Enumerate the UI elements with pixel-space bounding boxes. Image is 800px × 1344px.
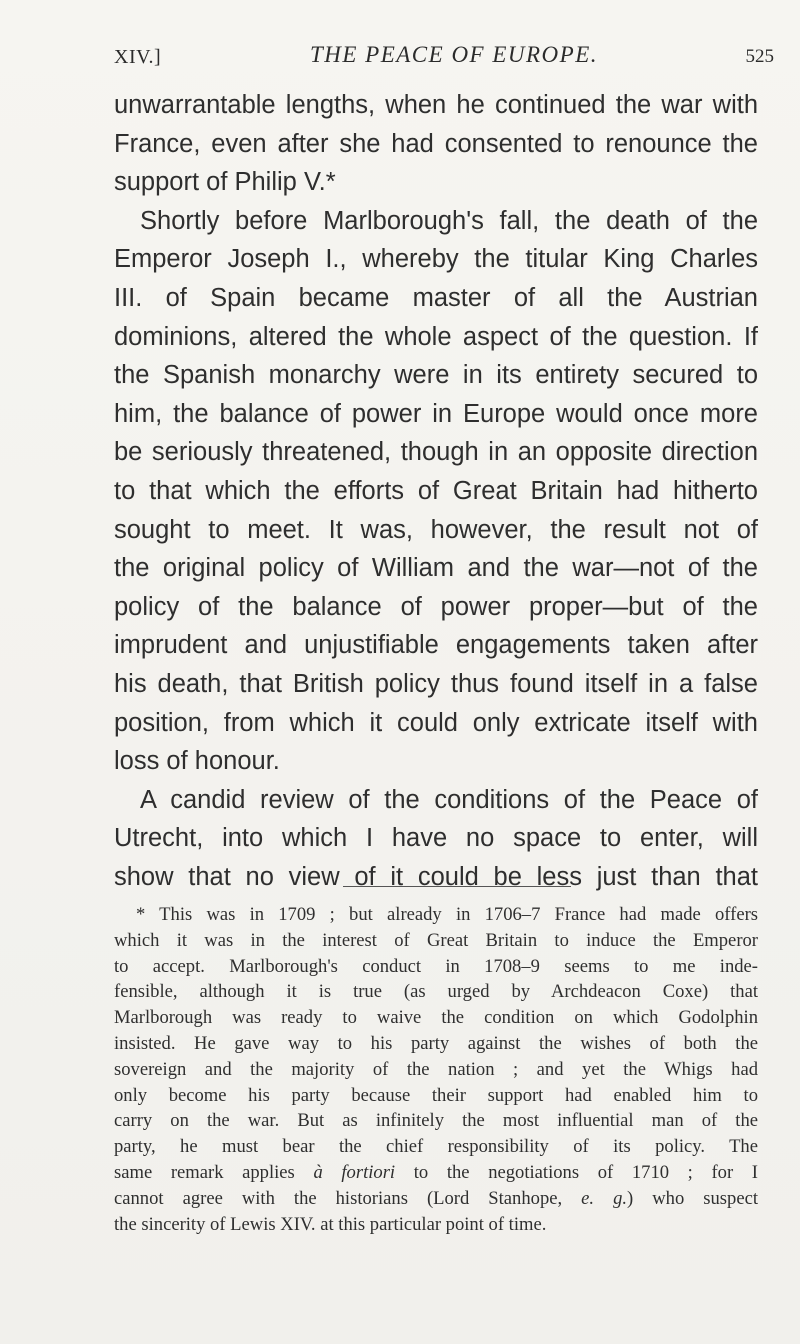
footnote-line [114, 1186, 758, 1212]
footnote [114, 902, 758, 1237]
text-line: the Spanish monarchy were in its entirety secured to [114, 361, 758, 390]
running-head [114, 42, 774, 72]
text-line: policy of the balance of power proper—but of the [114, 592, 758, 621]
footnote-line: * This was in 1709 ; but already in 1706–7 France had made offers [136, 904, 758, 925]
main-text [114, 86, 758, 896]
footnote-line: sovereign and the majority of the nation ; and yet the Whigs had [114, 1058, 758, 1080]
footnote-line: the sincerity of Lewis XIV. at this particular point of time. [114, 1213, 547, 1235]
text-line: support of Philip V.* [114, 168, 336, 197]
text-line: his death, that British policy thus found itself in a false [114, 669, 758, 698]
text-line: unwarrantable lengths, when he continued the war with [114, 91, 758, 119]
footnote-text: to the negotiations of 1710 ; for I [395, 1161, 758, 1183]
text-line: be seriously threatened, though in an opposite direction [114, 438, 758, 467]
text-line: show that no view of it could be less just than that [114, 862, 758, 891]
footnote-italic-phrase: à fortiori [313, 1161, 396, 1183]
footnote-line: only become his party because their support had enabled him to [114, 1084, 758, 1106]
footnote-line: Marlborough was ready to waive the condition on which Godolphin [114, 1007, 758, 1029]
text-line: imprudent and unjustifiable engagements taken after [114, 631, 758, 660]
footnote-line: party, he must bear the chief responsibility of its policy. The [114, 1136, 758, 1158]
text-line: to that which the efforts of Great Britain had hitherto [114, 476, 758, 505]
footnote-text: ) who suspect [627, 1187, 759, 1209]
text-line: Utrecht, into which I have no space to enter, will [114, 824, 758, 853]
footnote-line: fensible, although it is true (as urged by Archdeacon Coxe) that [114, 981, 758, 1003]
footnote-line: which it was in the interest of Great Britain to induce the Emperor [114, 929, 758, 951]
text-line: A candid review of the conditions of the Peace of [140, 785, 758, 814]
footnote-divider [343, 886, 571, 887]
text-line: Emperor Joseph I., whereby the titular King Charles [114, 245, 758, 274]
text-line: France, even after she had consented to renounce the [114, 129, 758, 158]
footnote-line [114, 1160, 758, 1186]
footnote-line: to accept. Marlborough's conduct in 1708–9 seems to me inde- [114, 955, 758, 977]
text-line: III. of Spain became master of all the Austrian [114, 283, 758, 312]
page-number: 525 [745, 46, 774, 67]
footnote-italic-abbrev: e. g. [581, 1187, 628, 1209]
chapter-number: XIV.] [114, 46, 162, 68]
text-line: Shortly before Marlborough's fall, the death of the [140, 206, 758, 235]
text-line: the original policy of William and the war—not of the [114, 554, 758, 583]
footnote-text: same remark applies [114, 1161, 314, 1183]
text-line: loss of honour. [114, 747, 280, 776]
footnote-text: cannot agree with the historians (Lord Stanhope, [114, 1187, 582, 1209]
text-line: him, the balance of power in Europe would once more [114, 399, 758, 428]
text-line: dominions, altered the whole aspect of the question. If [114, 322, 758, 351]
page-title: THE PEACE OF EUROPE. [309, 42, 599, 67]
footnote-line: carry on the war. But as infinitely the most influential man of the [114, 1110, 758, 1132]
text-line: position, from which it could only extricate itself with [114, 708, 758, 737]
footnote-line: insisted. He gave way to his party against the wishes of both the [114, 1032, 758, 1054]
text-line: sought to meet. It was, however, the result not of [114, 515, 758, 544]
